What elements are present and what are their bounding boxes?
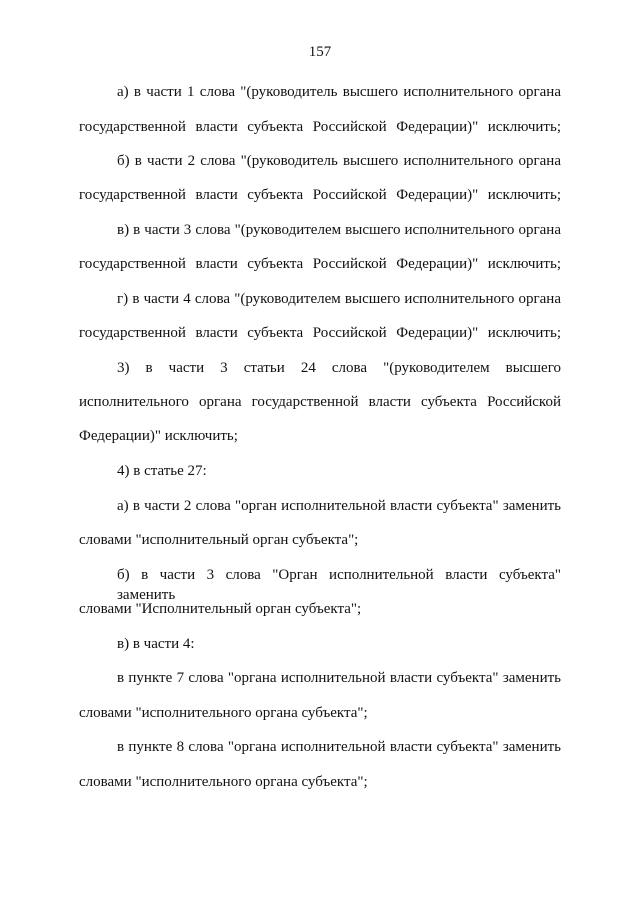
text-line: в) в части 4: bbox=[117, 636, 195, 652]
text-line: б) в части 3 слова "Орган исполнительной власти субъекта" заменить bbox=[117, 567, 561, 603]
text-line: государственной власти субъекта Российской Федерации)" исключить; bbox=[79, 256, 561, 272]
text-line: 3) в части 3 статьи 24 слова "(руководителем высшего bbox=[117, 360, 561, 376]
text-line: словами "исполнительного органа субъекта"; bbox=[79, 705, 368, 721]
text-line: словами "исполнительный орган субъекта"; bbox=[79, 532, 359, 548]
text-line: исполнительного органа государственной власти субъекта Российской bbox=[79, 394, 561, 410]
text-line: словами "исполнительного органа субъекта"; bbox=[79, 774, 368, 790]
text-line: словами "Исполнительный орган субъекта"; bbox=[79, 601, 362, 617]
text-line: Федерации)" исключить; bbox=[79, 428, 238, 444]
text-line: а) в части 1 слова "(руководитель высшего исполнительного органа bbox=[117, 84, 561, 100]
page-number: 157 bbox=[308, 44, 332, 60]
text-line: г) в части 4 слова "(руководителем высшего исполнительного органа bbox=[117, 291, 561, 307]
text-line: государственной власти субъекта Российской Федерации)" исключить; bbox=[79, 187, 561, 203]
text-line: в пункте 8 слова "органа исполнительной власти субъекта" заменить bbox=[117, 739, 561, 755]
text-line: 4) в статье 27: bbox=[117, 463, 207, 479]
text-line: государственной власти субъекта Российской Федерации)" исключить; bbox=[79, 325, 561, 341]
text-line: в пункте 7 слова "органа исполнительной власти субъекта" заменить bbox=[117, 670, 561, 686]
text-line: б) в части 2 слова "(руководитель высшего исполнительного органа bbox=[117, 153, 561, 169]
text-line: в) в части 3 слова "(руководителем высшего исполнительного органа bbox=[117, 222, 561, 238]
text-line: а) в части 2 слова "орган исполнительной власти субъекта" заменить bbox=[117, 498, 561, 514]
text-line: государственной власти субъекта Российской Федерации)" исключить; bbox=[79, 119, 561, 135]
